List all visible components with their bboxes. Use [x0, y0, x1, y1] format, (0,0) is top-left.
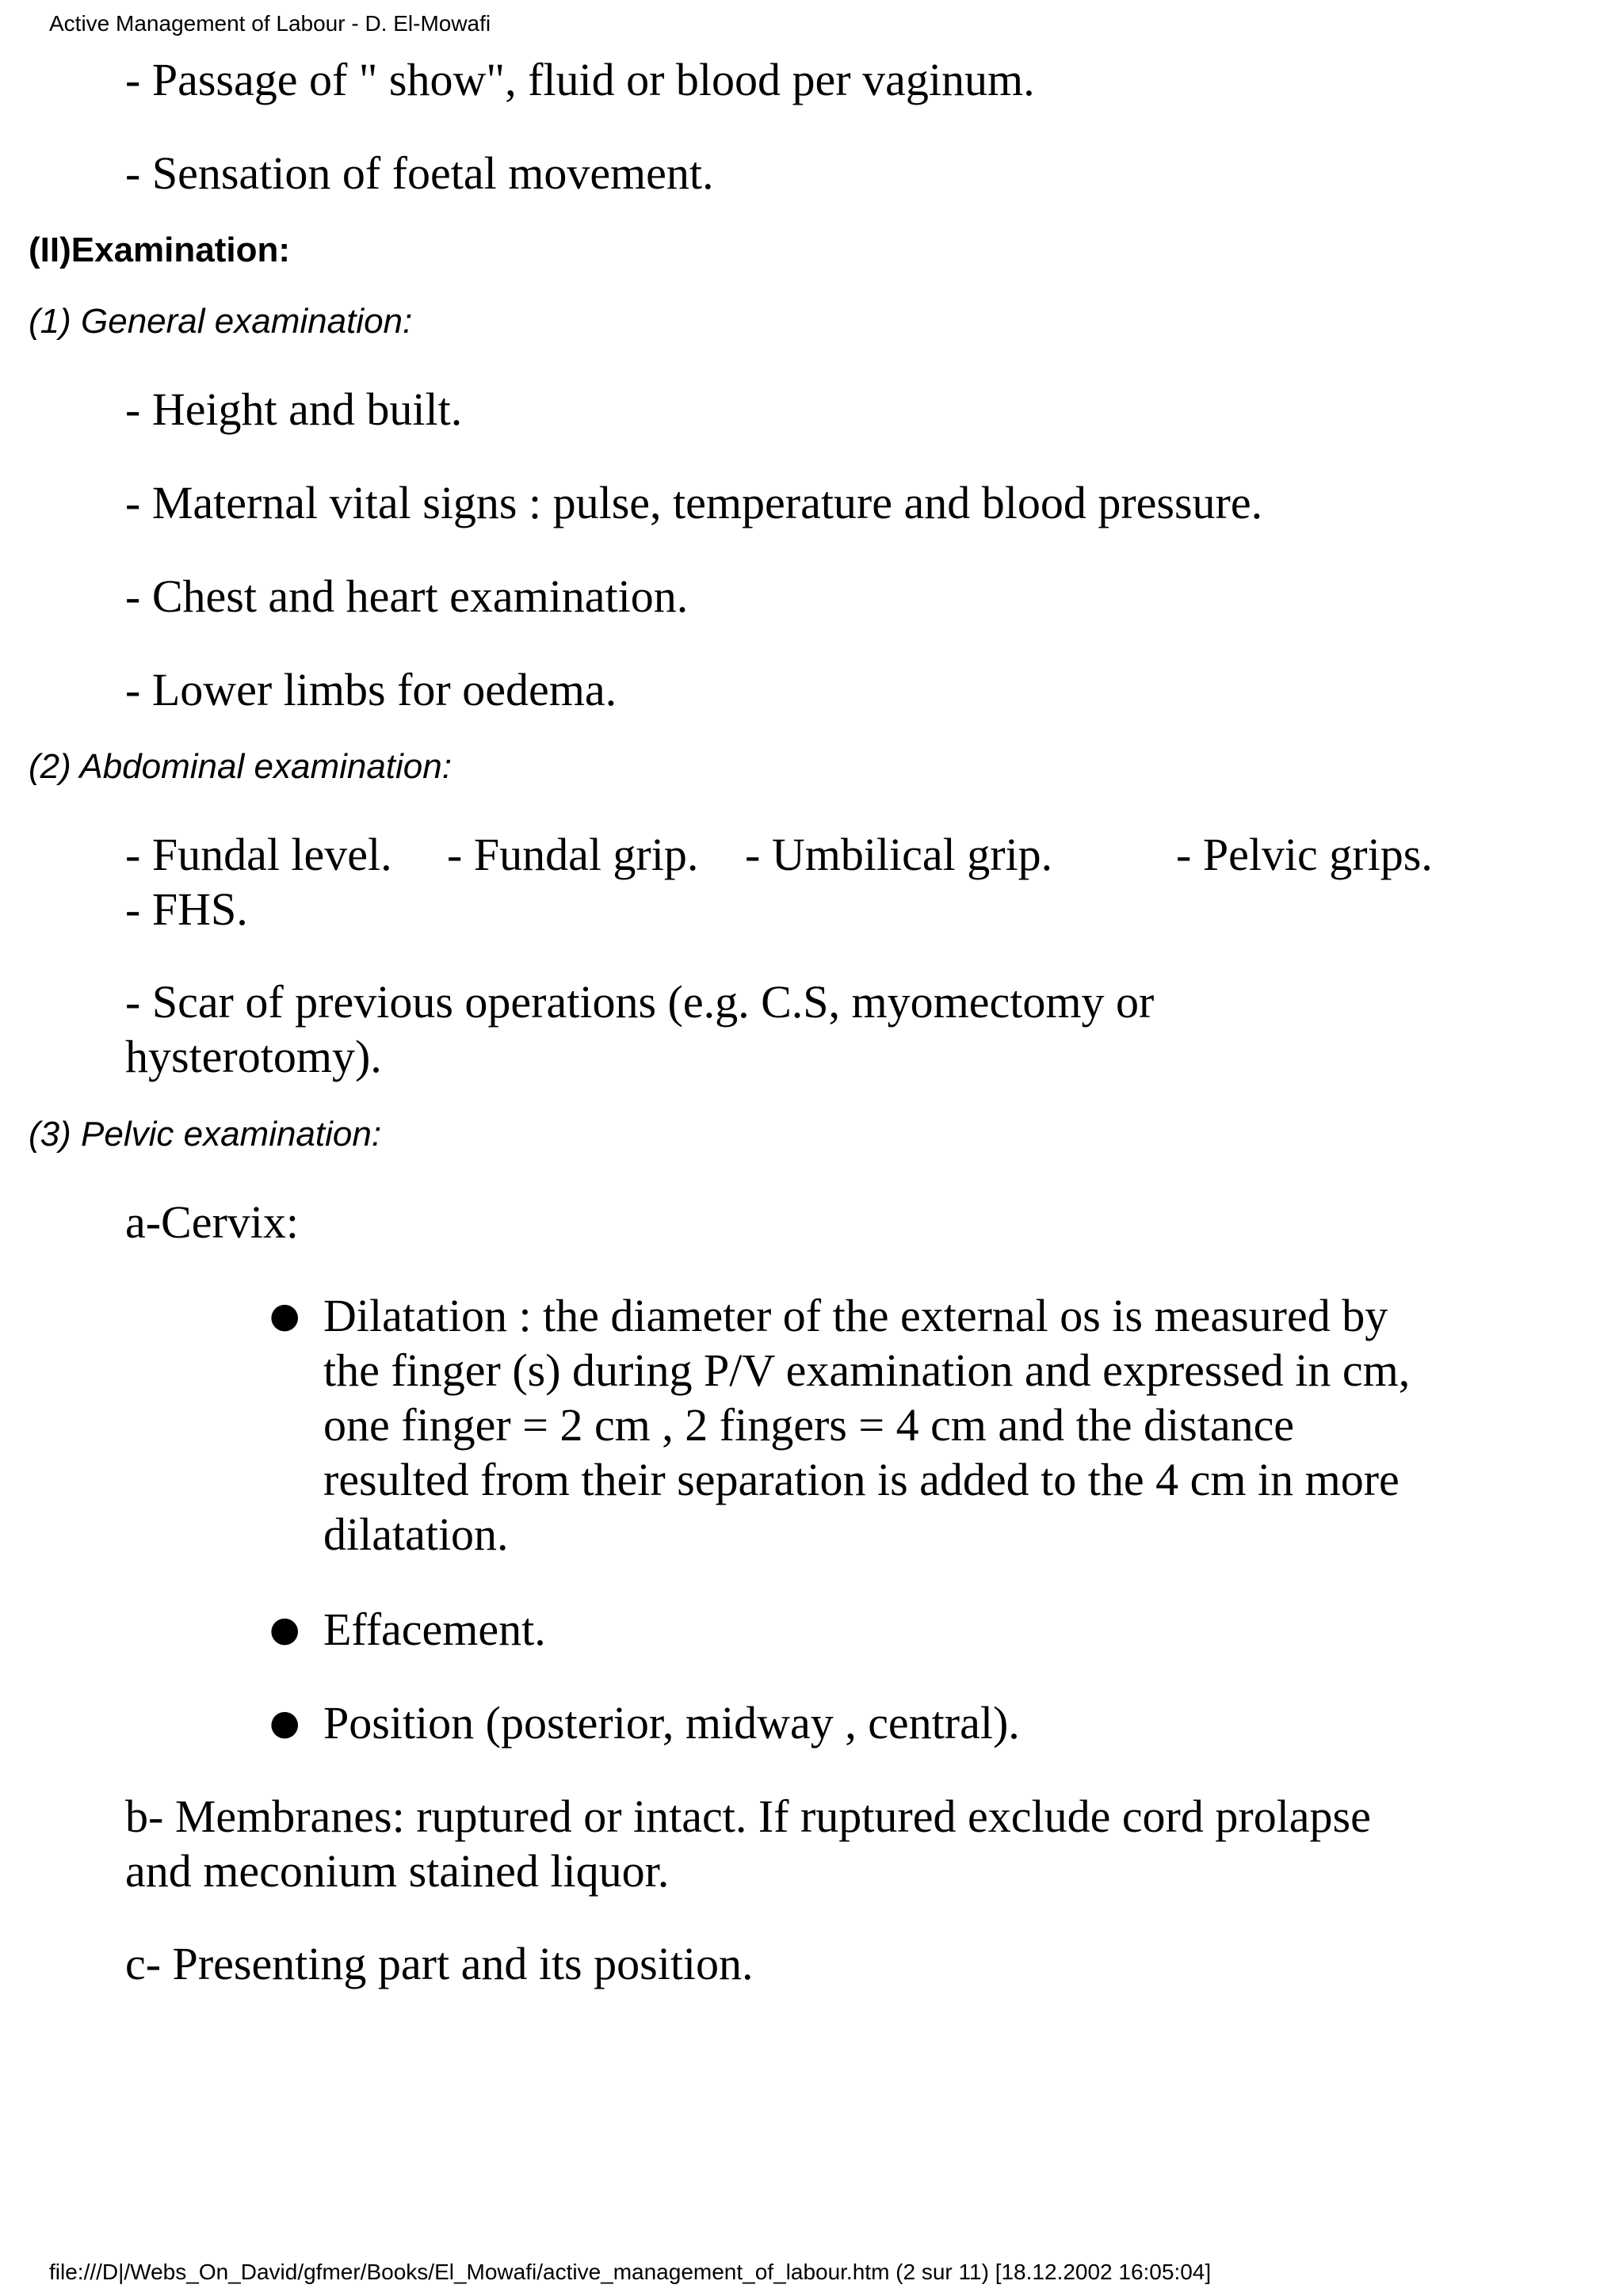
general-examination-heading: (1) General examination: [29, 302, 413, 341]
abdominal-examination-heading: (2) Abdominal examination: [29, 747, 452, 786]
examination-heading: (II)Examination: [29, 231, 291, 269]
page-footer: file:///D|/Webs_On_David/gfmer/Books/El_Mowafi/active_management_of_labour.htm (2 sur 11) [18.12.2002 16:05:04] [49, 2260, 1212, 2284]
bullet-icon: ● [269, 1703, 300, 1743]
cervix-item-dilatation: Dilatation : the diameter of the external os is measured by the finger (s) during P/V examination and expressed in cm, one finger = 2 cm , 2 fingers = 4 cm and the distance resulted from their separation is added to the 4 cm in more dilatation. [323, 1290, 1411, 1560]
abdominal-item-fundal-level: - Fundal level. [125, 829, 392, 880]
abdominal-item-umbilical-grip: - Umbilical grip. [745, 829, 1053, 880]
abdominal-item-pelvic-grips: - Pelvic grips. [1176, 829, 1433, 880]
history-item-show: - Passage of " show", fluid or blood per vaginum. [125, 54, 1035, 105]
general-item-chest-heart: - Chest and heart examination. [125, 570, 689, 622]
cervix-item-effacement: Effacement. [323, 1604, 546, 1655]
pelvic-examination-heading: (3) Pelvic examination: [29, 1115, 382, 1154]
abdominal-item-scar-line2: hysterotomy). [125, 1031, 382, 1082]
abdominal-item-fundal-grip: - Fundal grip. [447, 829, 699, 880]
abdominal-item-fhs: - FHS. [125, 883, 248, 935]
membranes-line2: and meconium stained liquor. [125, 1845, 670, 1897]
bullet-icon: ● [269, 1609, 300, 1650]
cervix-label: a-Cervix: [125, 1196, 300, 1248]
abdominal-item-scar-line1: - Scar of previous operations (e.g. C.S, myomectomy or [125, 976, 1155, 1028]
general-item-vital-signs: - Maternal vital signs : pulse, temperature and blood pressure. [125, 477, 1263, 528]
bullet-icon: ● [269, 1295, 300, 1336]
membranes-line1: b- Membranes: ruptured or intact. If ruptured exclude cord prolapse [125, 1791, 1371, 1842]
general-item-height: - Height and built. [125, 383, 463, 435]
presenting-part: c- Presenting part and its position. [125, 1938, 754, 1989]
general-item-lower-limbs: - Lower limbs for oedema. [125, 664, 617, 715]
page-header: Active Management of Labour - D. El-Mowafi [49, 11, 491, 36]
history-item-foetal-movement: - Sensation of foetal movement. [125, 147, 714, 199]
cervix-item-position: Position (posterior, midway , central). [323, 1697, 1020, 1749]
